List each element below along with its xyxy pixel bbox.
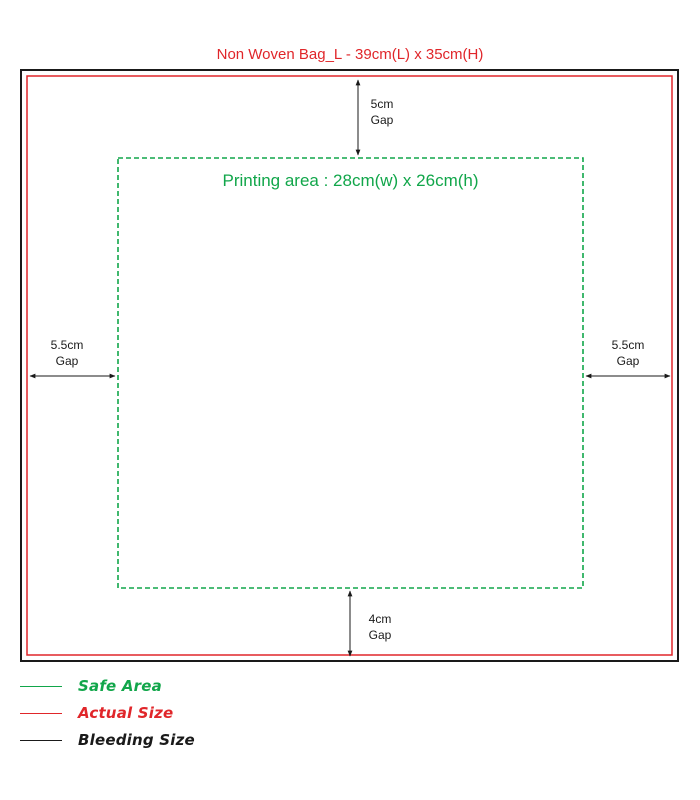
top-gap-label [352,96,412,128]
legend-safe-area-line [20,686,62,687]
left-gap-value: 5.5cm [50,338,84,352]
legend-bleeding-size-text: Bleeding Size [78,731,195,749]
actual-size-outline [27,76,672,655]
right-gap-unit: Gap [616,354,640,368]
left-gap-label [37,337,97,369]
bottom-gap-value: 4cm [368,612,392,626]
bottom-gap-unit: Gap [368,628,392,642]
safe-area-outline [118,158,583,588]
left-gap-unit: Gap [55,354,79,368]
right-gap-label [598,337,658,369]
right-gap-value: 5.5cm [611,338,645,352]
printing-area-label: Printing area : 28cm(w) x 26cm(h) [222,171,479,190]
top-gap-unit: Gap [370,113,394,127]
legend-actual-size [20,703,173,723]
legend-bleeding-size [20,730,195,750]
legend-actual-size-text: Actual Size [78,704,174,722]
legend-bleeding-size-line [20,740,62,741]
bottom-gap-label [350,611,410,643]
top-gap-value: 5cm [370,97,394,111]
legend-actual-size-line [20,713,62,714]
legend-safe-area [20,676,162,696]
bag-title: Non Woven Bag_L - 39cm(L) x 35cm(H) [216,46,484,63]
legend-safe-area-text: Safe Area [78,677,162,695]
